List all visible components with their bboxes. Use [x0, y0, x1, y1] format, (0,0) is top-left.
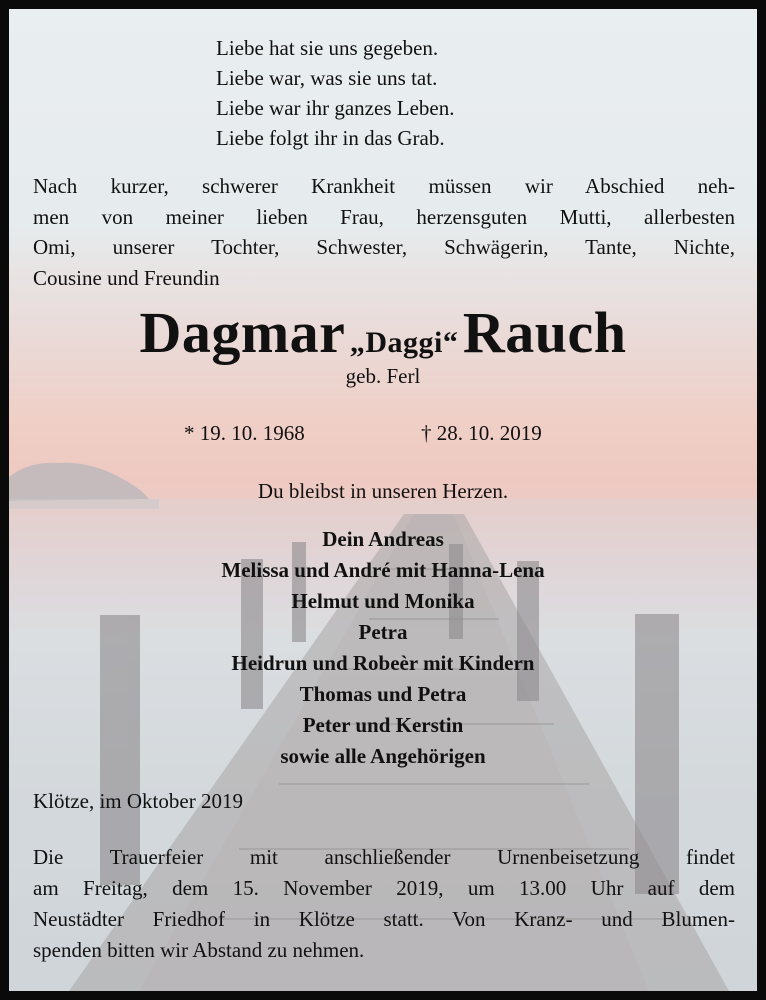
first-name: Dagmar — [139, 300, 346, 365]
place-date: Klötze, im Oktober 2019 — [33, 789, 243, 813]
intro-line: Omi, unserer Tochter, Schwester, Schwägerin, Tante, Nichte, — [33, 235, 735, 259]
mourners-list — [9, 524, 757, 772]
nickname: „Daggi“ — [349, 326, 459, 359]
mourner: Helmut und Monika — [291, 589, 475, 613]
poem-line: Liebe war, was sie uns tat. — [216, 66, 438, 90]
mourner: Peter und Kerstin — [302, 713, 464, 737]
poem — [216, 33, 454, 153]
birth-date: * 19. 10. 1968 — [184, 421, 305, 445]
funeral-notice — [33, 842, 735, 966]
motto: Du bleibst in unseren Herzen. — [257, 479, 509, 503]
intro-paragraph — [33, 171, 735, 293]
intro-line: men von meiner lieben Frau, herzensguten Mutti, allerbesten — [33, 204, 735, 229]
notice-line: spenden bitten wir Abstand zu nehmen. — [33, 938, 365, 962]
mourner: Melissa und André mit Hanna-Lena — [221, 558, 545, 582]
obituary-notice — [9, 9, 757, 991]
mourner: Dein Andreas — [322, 527, 444, 551]
death-date: † 28. 10. 2019 — [421, 421, 542, 445]
poem-line: Liebe war ihr ganzes Leben. — [216, 96, 455, 120]
poem-line: Liebe hat sie uns gegeben. — [216, 36, 439, 60]
intro-line: Nach kurzer, schwerer Krankheit müssen wir Abschied neh- — [33, 174, 735, 198]
mourner: sowie alle Angehörigen — [280, 744, 486, 768]
deceased-name — [9, 299, 757, 366]
intro-line: Cousine und Freundin — [33, 265, 220, 290]
notice-line: Die Trauerfeier mit anschließender Urnenbeisetzung findet — [33, 845, 735, 869]
last-name: Rauch — [462, 300, 627, 365]
birth-name: geb. Ferl — [345, 364, 421, 388]
mourner: Thomas und Petra — [299, 682, 467, 706]
mourner: Petra — [358, 620, 408, 644]
poem-line: Liebe folgt ihr in das Grab. — [216, 126, 445, 150]
notice-line: Neustädter Friedhof in Klötze statt. Von Kranz- und Blumen- — [33, 907, 735, 931]
notice-line: am Freitag, dem 15. November 2019, um 13.00 Uhr auf dem — [33, 876, 735, 900]
mourner: Heidrun und Robeèr mit Kindern — [231, 651, 535, 675]
